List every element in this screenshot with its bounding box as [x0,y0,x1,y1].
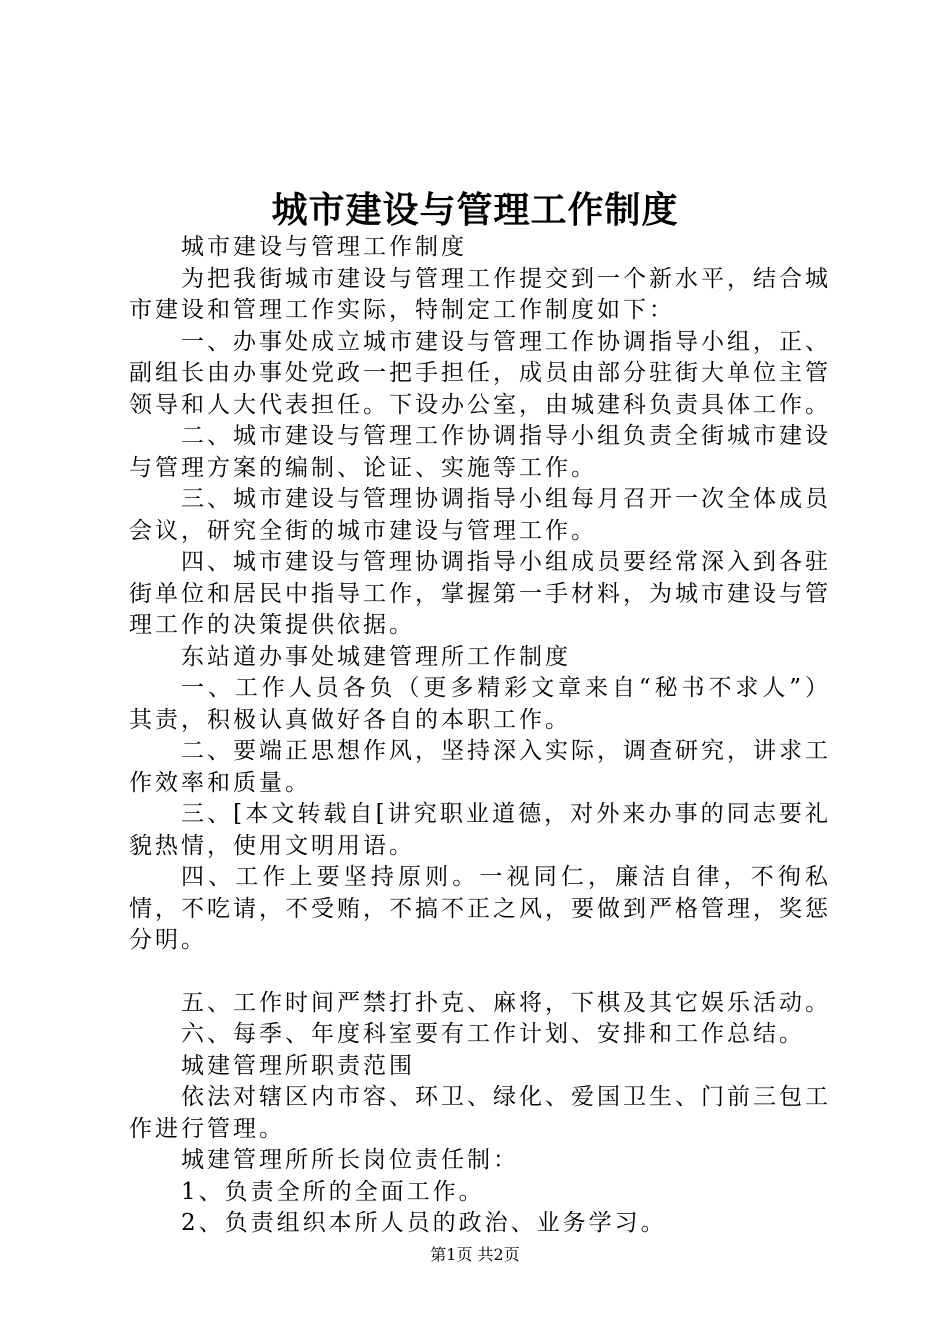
paragraph: 四、城市建设与管理协调指导小组成员要经常深入到各驻街单位和居民中指导工作，掌握第一手材料，为城市建设与管理工作的决策提供依据。 [129,549,831,638]
section-heading: 城建管理所所长岗位责任制： [181,1147,519,1173]
document-title: 城市建设与管理工作制度 [271,189,679,231]
paragraph: 四、工作上要坚持原则。一视同仁，廉洁自律，不徇私情，不吃请，不受贿，不搞不正之风，要做到严格管理，奖惩分明。 [129,864,831,953]
paragraph: 为把我街城市建设与管理工作提交到一个新水平，结合城市建设和管理工作实际，特制定工作制度如下： [129,265,831,323]
paragraph: 一、工作人员各负（更多精彩文章来自“秘书不求人”）其责，积极认真做好各自的本职工作。 [129,675,831,733]
paragraph: 依法对辖区内市容、环卫、绿化、爱国卫生、门前三包工作进行管理。 [129,1084,831,1142]
paragraph: 一、办事处成立城市建设与管理工作协调指导小组，正、副组长由办事处党政一把手担任，成员由部分驻街大单位主管领导和人大代表担任。下设办公室，由城建科负责具体工作。 [129,328,831,418]
paragraph: 三、[本文转载自[讲究职业道德，对外来办事的同志要礼貌热情，使用文明用语。 [129,801,831,859]
page-indicator: 第1页 共2页 [430,1245,520,1264]
paragraph: 三、城市建设与管理协调指导小组每月召开一次全体成员会议，研究全街的城市建设与管理工作。 [129,486,831,544]
section-heading: 城建管理所职责范围 [181,1052,415,1079]
document-body [129,232,831,1240]
paragraph: 五、工作时间严禁打扑克、麻将，下棋及其它娱乐活动。 [181,989,831,1016]
list-item: 2、负责组织本所人员的政治、业务学习。 [181,1210,667,1236]
section-heading: 东站道办事处城建管理所工作制度 [181,643,571,670]
paragraph: 二、要端正思想作风，坚持深入实际，调查研究，讲求工作效率和质量。 [129,738,831,796]
list-item: 1、负责全所的全面工作。 [181,1178,485,1205]
paragraph: 城市建设与管理工作制度 [181,234,467,260]
paragraph: 六、每季、年度科室要有工作计划、安排和工作总结。 [181,1021,805,1047]
paragraph: 二、城市建设与管理工作协调指导小组负责全街城市建设与管理方案的编制、论证、实施等工作。 [129,423,831,481]
